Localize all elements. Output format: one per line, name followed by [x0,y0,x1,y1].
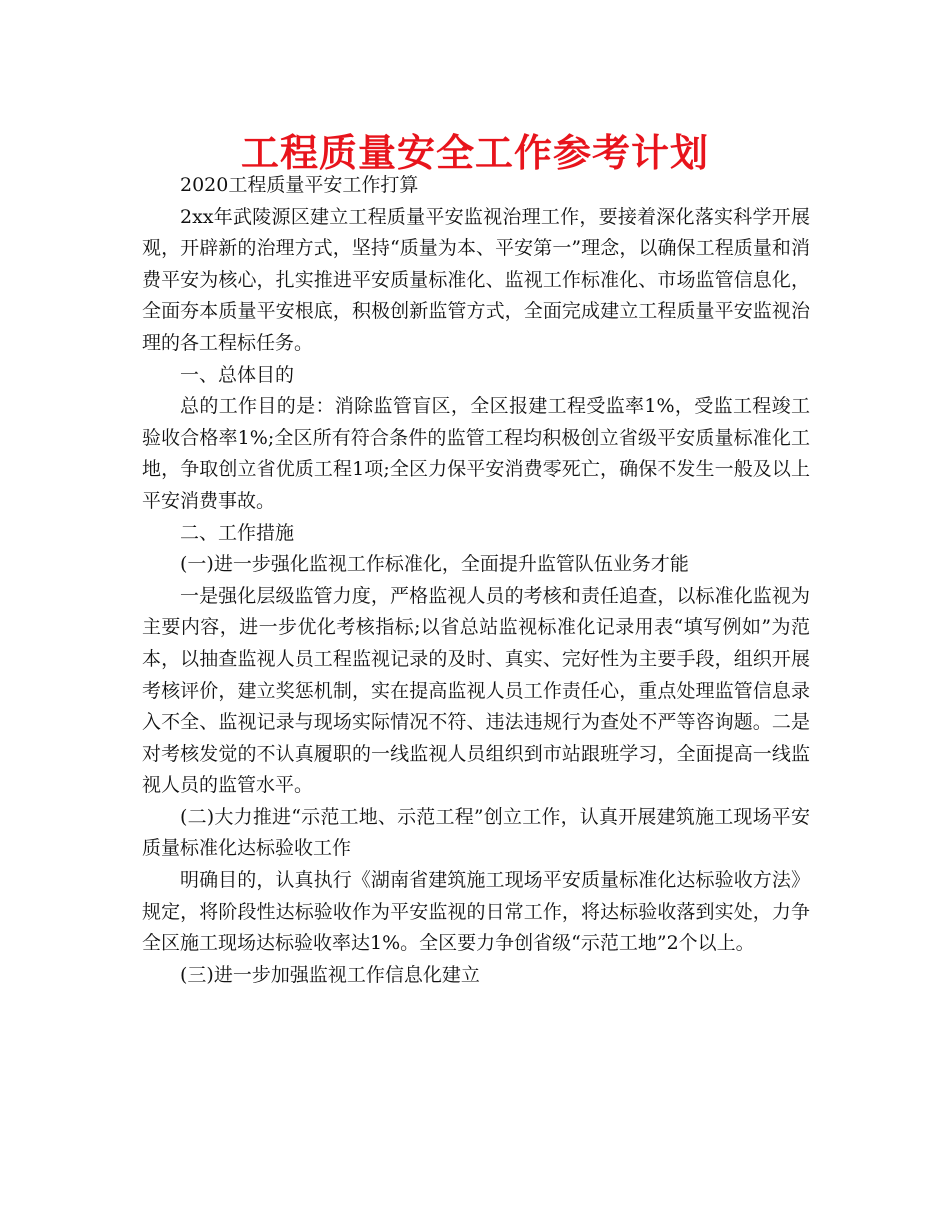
paragraph-measure-2: 明确目的，认真执行《湖南省建筑施工现场平安质量标准化达标验收方法》规定，将阶段性达标验收作为平安监视的日常工作，将达标验收落到实处，力争全区施工现场达标验收率达1%。全区要力争创省级“示范工地”2个以上。 [142,869,810,955]
section-heading-goals: 一、总体目的 [180,363,295,386]
paragraph-goals: 总的工作目的是：消除监管盲区，全区报建工程受监率1%，受监工程竣工验收合格率1%;全区所有符合条件的监管工程均积极创立省级平安质量标准化工地，争取创立省优质工程1项;全区力保平安消费零死亡，确保不发生一般及以上平安消费事故。 [142,395,810,512]
document-body [142,170,810,991]
section-heading-measures: 二、工作措施 [180,521,295,544]
paragraph-measure-1: 一是强化层级监管力度，严格监视人员的考核和责任追查，以标准化监视为主要内容，进一步优化考核指标;以省总站监视标准化记录用表“填写例如”为范本，以抽查监视人员工程监视记录的及时、真实、完好性为主要手段，组织开展考核评价，建立奖惩机制，实在提高监视人员工作责任心，重点处理监管信息录入不全、监视记录与现场实际情况不符、违法违规行为查处不严等咨询题。二是对考核发觉的不认真履职的一线监视人员组织到市站跟班学习，全面提高一线监视人员的监管水平。 [142,584,810,797]
paragraph-subtitle: 2020工程质量平安工作打算 [180,174,419,196]
subsection-heading-3: (三)进一步加强监视工作信息化建立 [180,963,480,986]
document-title: 工程质量安全工作参考计划 [240,131,709,175]
paragraph-intro: 2xx年武陵源区建立工程质量平安监视治理工作，要接着深化落实科学开展观，开辟新的治理方式，坚持“质量为本、平安第一”理念，以确保工程质量和消费平安为核心，扎实推进平安质量标准化、监视工作标准化、市场监管信息化，全面夯本质量平安根底，积极创新监管方式，全面完成建立工程质量平安监视治理的各工程标任务。 [142,205,810,354]
subsection-heading-2: (二)大力推进“示范工地、示范工程”创立工作，认真开展建筑施工现场平安质量标准化达标验收工作 [142,805,810,860]
subsection-heading-1: (一)进一步强化监视工作标准化，全面提升监管队伍业务才能 [180,553,689,576]
